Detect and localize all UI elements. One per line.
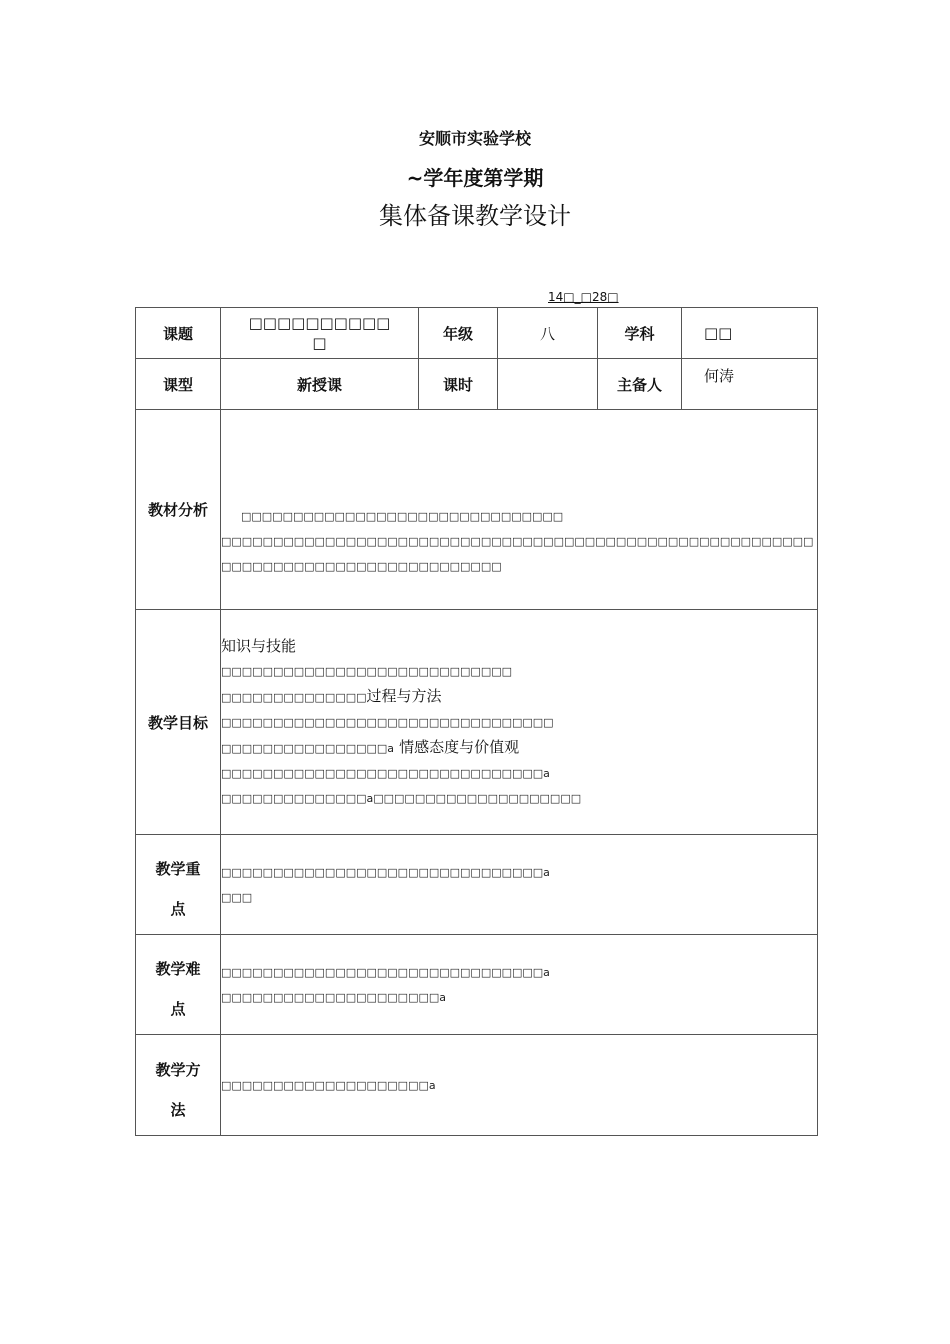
hours-value	[498, 359, 598, 410]
topic-value	[221, 308, 419, 359]
key-points-label-line2: 点	[170, 900, 186, 918]
objectives-line6: □□□□□□□□□□□□□□a□□□□□□□□□□□□□□□□□□□□	[221, 792, 582, 805]
topic-value-line1: □□□□□□□□□□	[248, 314, 391, 332]
key-points-content	[221, 835, 818, 935]
difficulties-line2: □□□□□□□□□□□□□□□□□□□□□a	[221, 990, 446, 1004]
methods-label-line2: 法	[170, 1100, 186, 1119]
grade-label: 年级	[419, 308, 498, 359]
methods-line1: □□□□□□□□□□□□□□□□□□□□a	[221, 1078, 436, 1092]
objectives-line4	[221, 735, 817, 761]
key-points-label	[136, 835, 221, 935]
lead-label: 主备人	[598, 359, 682, 410]
date-field: 14□_□28□	[548, 290, 619, 304]
table-row	[136, 308, 818, 359]
type-value: 新授课	[221, 359, 419, 410]
table-row	[136, 410, 818, 610]
term-title: ~学年度第学期	[406, 166, 544, 190]
objectives-heading-process: 过程与方法	[366, 687, 442, 705]
analysis-content	[221, 410, 818, 610]
hours-label: 课时	[419, 359, 498, 410]
objectives-heading-knowledge: 知识与技能	[221, 637, 297, 655]
key-points-line2: □□□	[221, 890, 253, 904]
table-row	[136, 835, 818, 935]
subject-label: 学科	[598, 308, 682, 359]
lead-value: 何涛	[682, 359, 818, 410]
key-points-label-line1: 教学重	[155, 860, 201, 878]
topic-value-line2: □	[312, 334, 327, 352]
table-row	[136, 935, 818, 1035]
grade-value: 八	[498, 308, 598, 359]
difficulties-content	[221, 935, 818, 1035]
objectives-line4-text: □□□□□□□□□□□□□□□□a	[221, 742, 395, 755]
analysis-line2: □□□□□□□□□□□□□□□□□□□□□□□□□□□□□□□□□□□□□□□□□□□□□□□□□□□□□□□□□□□□□□□□□□□□□□□□□□□□□□□□□□□□	[221, 534, 814, 573]
objectives-line5: □□□□□□□□□□□□□□□□□□□□□□□□□□□□□□□a	[221, 767, 550, 780]
objectives-line3: □□□□□□□□□□□□□□□□□□□□□□□□□□□□□□□□	[221, 716, 554, 729]
objectives-line2-text: □□□□□□□□□□□□□□	[221, 691, 367, 704]
methods-label-line1: 教学方	[155, 1060, 201, 1079]
table-row	[136, 359, 818, 410]
analysis-label: 教材分析	[136, 410, 221, 610]
lesson-plan-table	[135, 307, 818, 1136]
difficulties-line1: □□□□□□□□□□□□□□□□□□□□□□□□□□□□□□□a	[221, 965, 550, 979]
difficulties-label-line1: 教学难	[155, 960, 201, 978]
key-points-line1: □□□□□□□□□□□□□□□□□□□□□□□□□□□□□□□a	[221, 865, 550, 879]
analysis-line1: □□□□□□□□□□□□□□□□□□□□□□□□□□□□□□□	[241, 509, 564, 523]
table-row	[136, 1035, 818, 1136]
type-label: 课型	[136, 359, 221, 410]
objectives-heading-values: 情感态度与价值观	[399, 738, 520, 756]
objectives-content	[221, 610, 818, 835]
methods-label	[136, 1035, 221, 1136]
objectives-line2	[221, 684, 817, 710]
methods-content	[221, 1035, 818, 1136]
difficulties-label	[136, 935, 221, 1035]
difficulties-label-line2: 点	[170, 1000, 186, 1018]
subject-value: □□	[682, 308, 818, 359]
table-row	[136, 610, 818, 835]
objectives-label: 教学目标	[136, 610, 221, 835]
topic-label: 课题	[136, 308, 221, 359]
objectives-line1: □□□□□□□□□□□□□□□□□□□□□□□□□□□□	[221, 665, 513, 678]
school-name: 安顺市实验学校	[418, 129, 531, 148]
document-title: 集体备课教学设计	[379, 202, 571, 230]
